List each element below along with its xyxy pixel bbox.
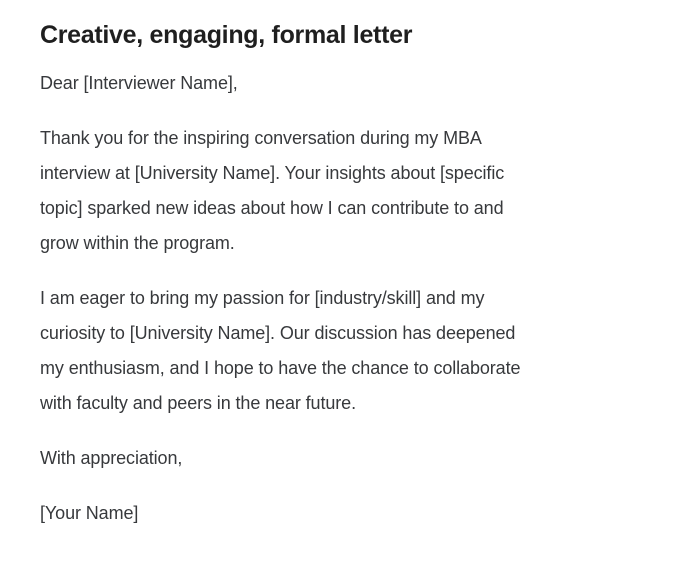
letter-closing: With appreciation, (40, 448, 183, 468)
letter-signature: [Your Name] (40, 503, 139, 523)
letter-salutation: Dear [Interviewer Name], (40, 73, 238, 93)
letter-body (40, 66, 660, 531)
letter-paragraph-2: I am eager to bring my passion for [industry/skill] and my curiosity to [University Name]. Our discussion has deepened my enthusiasm, and I hope to have the chance to collaborate with faculty and peers in the near future. (40, 288, 521, 413)
page-title: Creative, engaging, formal letter (40, 21, 413, 49)
letter-paragraph-1: Thank you for the inspiring conversation during my MBA interview at [University Name]. Your insights about [specific topic] sparked new ideas about how I can contribute to and grow within the program. (40, 128, 505, 253)
